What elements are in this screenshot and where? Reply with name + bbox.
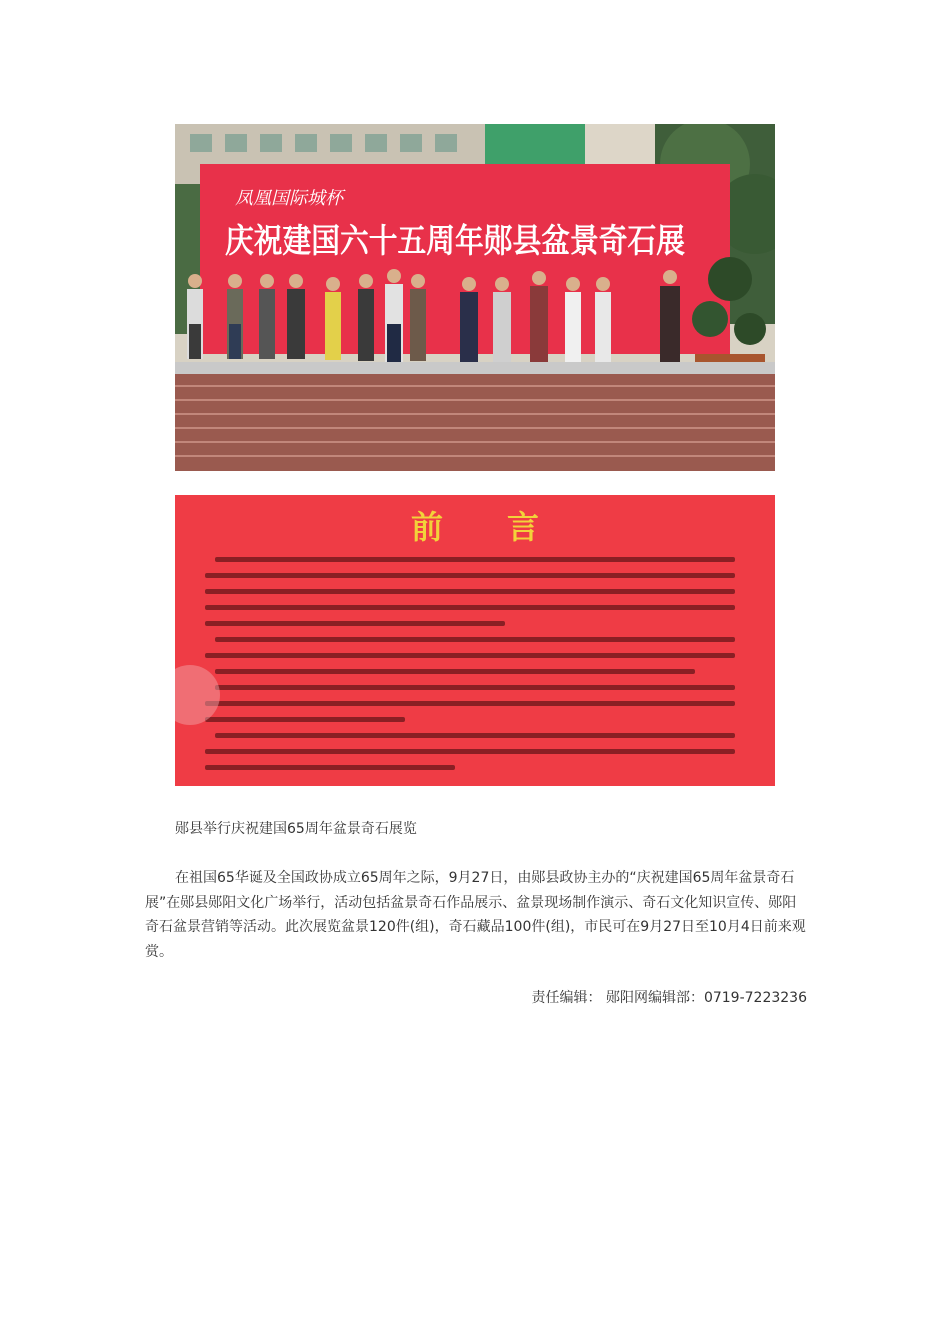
banner-main-title: 庆祝建国六十五周年郧县盆景奇石展 [225,221,685,260]
glass-facade [485,124,585,169]
foreword-board-photo [175,495,775,786]
banner-small-title: 凤凰国际城杯 [235,188,343,209]
article-body: 在祖国65华诞及全国政协成立65周年之际，9月27日，由郧县政协主办的“庆祝建国65周年盆景奇石展”在郧县郧阳文化广场举行，活动包括盆景奇石作品展示、盆景现场制作演示、奇石文化知识宣传、郧阳奇石盆景营销等活动。此次展览盆景120件(组)，奇石藏品100件(组)，市民可在9月27日至10月4日前来观赏。 [145,870,806,960]
editor-credit: 责任编辑： 郧阳网编辑部：0719-7223236 [531,990,807,1006]
foreword-board-image [175,495,775,786]
board-title: 前 言 [410,508,540,546]
photo-caption: 郧县举行庆祝建国65周年盆景奇石展览 [175,821,417,837]
event-stage-image [175,124,775,471]
event-stage-photo [175,124,775,471]
